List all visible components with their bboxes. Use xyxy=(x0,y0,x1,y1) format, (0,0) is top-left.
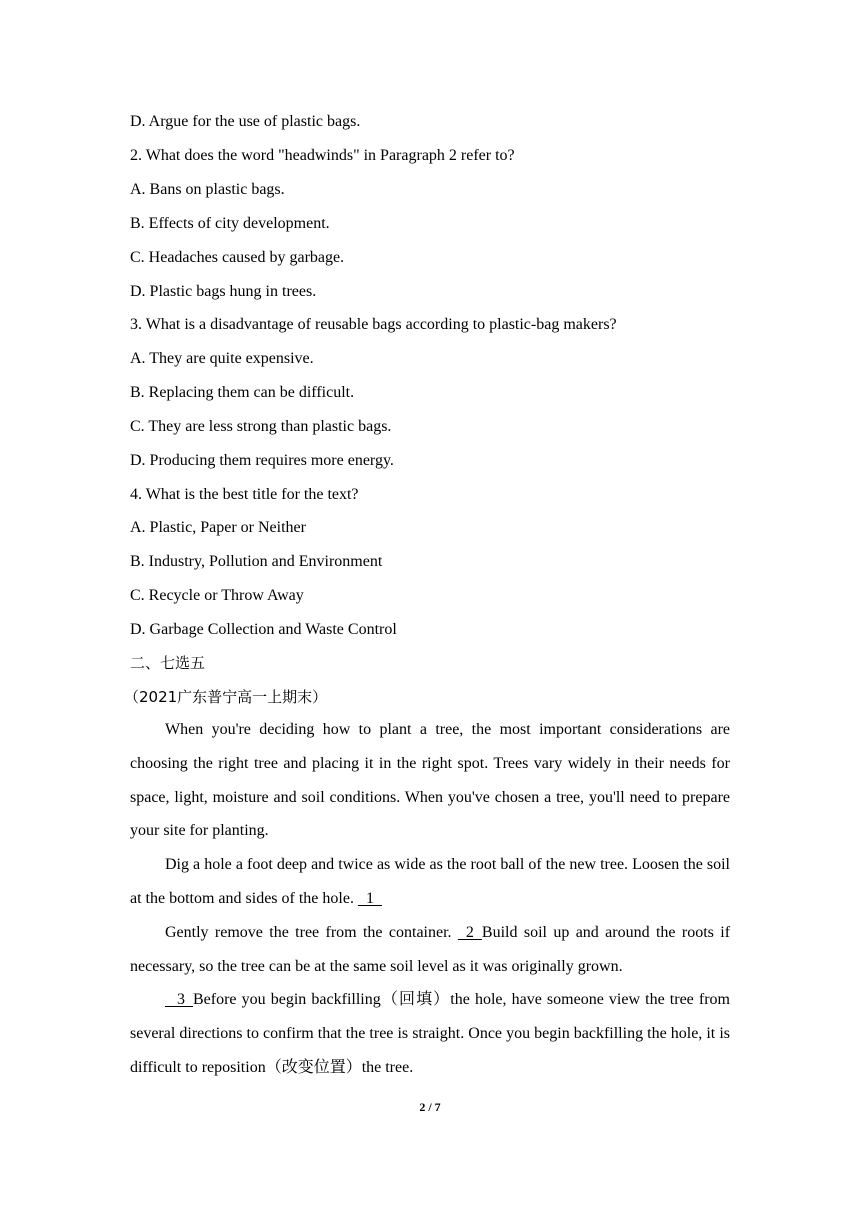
paragraph-4-text: Before you begin backfilling（回填）the hole, have someone view the tree from several directions to confirm that the tree is straight. Once you begin backfilling the hole, it is difficult to reposition（改变位置）the tree. xyxy=(130,991,730,1076)
q3-stem: 3. What is a disadvantage of reusable bags according to plastic-bag makers? xyxy=(130,316,617,333)
blank-1[interactable]: 1 xyxy=(357,889,382,907)
passage-paragraph-4 xyxy=(130,983,730,1084)
q2-option-b: B. Effects of city development. xyxy=(130,215,330,232)
q2-option-d: D. Plastic bags hung in trees. xyxy=(130,283,317,300)
q4-option-a: A. Plastic, Paper or Neither xyxy=(130,519,306,536)
passage-paragraph-2 xyxy=(130,848,730,916)
paragraph-3-end: Build soil up and around the roots if necessary, so the tree can be at the same soil level as it was originally grown. xyxy=(130,923,731,975)
section-heading: 二、七选五 xyxy=(130,654,206,672)
q3-option-b: B. Replacing them can be difficult. xyxy=(130,384,355,401)
passage-source: （2021广东普宁高一上期末） xyxy=(124,688,328,706)
passage-paragraph-3 xyxy=(130,916,730,984)
blank-2[interactable]: 2 xyxy=(457,923,482,941)
blank-3[interactable]: 3 xyxy=(165,991,193,1009)
q3-option-c: C. They are less strong than plastic bags. xyxy=(130,418,392,435)
paragraph-3-start: Gently remove the tree from the container. xyxy=(165,923,452,941)
passage-body xyxy=(130,713,730,1085)
q4-stem: 4. What is the best title for the text? xyxy=(130,486,359,503)
paragraph-2-text: Dig a hole a foot deep and twice as wide as the root ball of the new tree. Loosen the soil at the bottom and sides of the hole. xyxy=(130,856,730,907)
q4-option-b: B. Industry, Pollution and Environment xyxy=(130,553,383,570)
q2-option-a: A. Bans on plastic bags. xyxy=(130,181,285,198)
q4-option-d: D. Garbage Collection and Waste Control xyxy=(130,621,397,638)
passage-paragraph-1: When you're deciding how to plant a tree, the most important considerations are choosing the right tree and placing it in the right spot. Trees vary widely in their needs for space, light, moisture and soil conditions. When you've chosen a tree, you'll need to prepare your site for planting. xyxy=(130,721,730,840)
page-number: 2 / 7 xyxy=(419,1100,441,1114)
q2-stem: 2. What does the word "headwinds" in Paragraph 2 refer to? xyxy=(130,147,515,164)
q3-option-d: D. Producing them requires more energy. xyxy=(130,452,394,469)
q4-option-c: C. Recycle or Throw Away xyxy=(130,587,304,604)
q2-option-c: C. Headaches caused by garbage. xyxy=(130,249,345,266)
q1-option-d: D. Argue for the use of plastic bags. xyxy=(130,113,361,130)
q3-option-a: A. They are quite expensive. xyxy=(130,350,314,367)
